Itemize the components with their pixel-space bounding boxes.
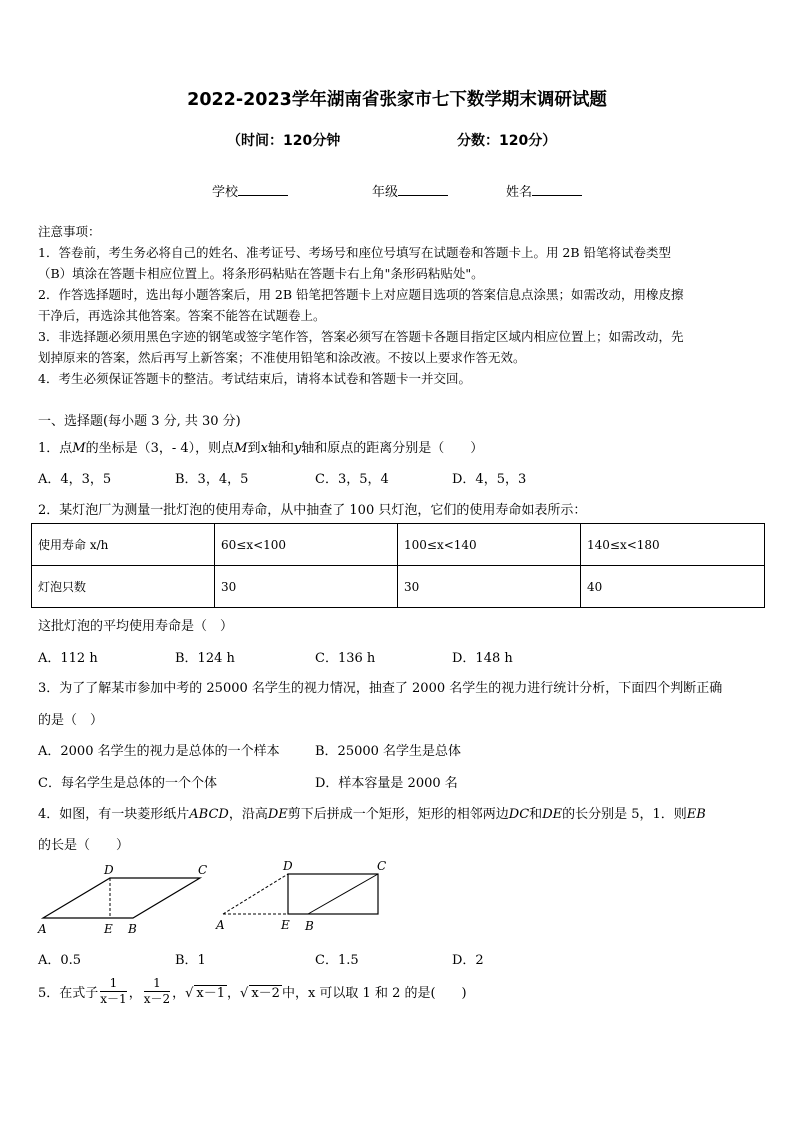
fig-label: A <box>38 922 47 936</box>
table-cell: 30 <box>398 566 581 608</box>
question-4-line1: 4．如图，有一块菱形纸片ABCD，沿高DE剪下后拼成一个矩形，矩形的相邻两边DC和DE的长分别是 5，1．则EB <box>38 807 706 822</box>
fraction-2: $\frac{1}{x-2}$ <box>143 976 171 1006</box>
moved-edge <box>223 874 288 914</box>
question-3-line2: 的是（ ） <box>38 713 104 728</box>
table-cell: 60≤x<100 <box>215 524 398 566</box>
rect-diagonal <box>308 874 378 914</box>
sqrt-1: √ x－1 <box>185 986 226 1001</box>
rhombus-figure <box>30 858 400 938</box>
fig-label: E <box>281 918 290 932</box>
q2-option-b[interactable]: B．124 h <box>175 651 235 666</box>
question-4-line2: 的长是（ ） <box>38 838 130 853</box>
sqrt-2: √ x－2 <box>240 986 280 1001</box>
fig-label: C <box>198 863 208 877</box>
q3-option-d[interactable]: D．样本容量是 2000 名 <box>315 776 458 791</box>
q2-option-d[interactable]: D．148 h <box>452 651 513 666</box>
table-cell: 使用寿命 x/h <box>32 524 215 566</box>
table-cell: 100≤x<140 <box>398 524 581 566</box>
q4-option-a[interactable]: A．0.5 <box>38 953 82 968</box>
q3-option-a[interactable]: A．2000 名学生的视力是总体的一个样本 <box>38 744 280 759</box>
grade-label: 年级 <box>372 185 399 200</box>
q3-option-c[interactable]: C．每名学生是总体的一个个体 <box>38 776 217 791</box>
note-line: 划掉原来的答案，然后再写上新答案；不准使用铅笔和涂改液。不按以上要求作答无效。 <box>38 350 526 365</box>
note-line: （B）填涂在答题卡相应位置上。将条形码粘贴在答题卡右上角"条形码粘贴处"。 <box>38 266 484 281</box>
notes-heading: 注意事项： <box>38 224 101 239</box>
note-line: 2．作答选择题时，选出每小题答案后，用 2B 铅笔把答题卡上对应题目选项的答案信息点涂黑；如需改动，用橡皮擦 <box>38 287 684 302</box>
note-line: 4．考生必须保证答题卡的整洁。考试结束后，请将本试卷和答题卡一并交回。 <box>38 371 471 386</box>
grade-field[interactable] <box>372 181 448 200</box>
table-cell: 140≤x<180 <box>581 524 765 566</box>
q1-option-d[interactable]: D．4，5，3 <box>452 472 527 487</box>
q2-option-c[interactable]: C．136 h <box>315 651 376 666</box>
fraction-1: $\frac{1}{x-1}$ <box>100 976 127 1006</box>
q1-option-a[interactable]: A．4，3，5 <box>38 472 112 487</box>
q4-option-b[interactable]: B．1 <box>175 953 206 968</box>
name-field[interactable] <box>506 181 582 200</box>
name-label: 姓名 <box>506 185 533 200</box>
rhombus-shape <box>43 878 200 918</box>
table-cell: 40 <box>581 566 765 608</box>
section-title: 一、选择题(每小题 3 分, 共 30 分) <box>38 414 241 429</box>
fig-label: C <box>377 859 387 873</box>
question-2-after: 这批灯泡的平均使用寿命是（ ） <box>38 619 234 634</box>
q4-option-c[interactable]: C．1.5 <box>315 953 359 968</box>
table-row <box>32 566 765 608</box>
note-line: 1．答卷前，考生务必将自己的姓名、准考证号、考场号和座位号填写在试题卷和答题卡上。用 2B 铅笔将试卷类型 <box>38 245 672 260</box>
lifetime-table <box>31 523 765 608</box>
fig-label: D <box>283 859 293 873</box>
table-cell: 灯泡只数 <box>32 566 215 608</box>
question-2-stem: 2．某灯泡厂为测量一批灯泡的使用寿命，从中抽查了 100 只灯泡，它们的使用寿命如表所示： <box>38 503 587 518</box>
question-5: 5．在式子 $\frac{1}{x-1}$ ， $\frac{1}{x-2}$ ， √ x－1 ， √ x－2 中，x 可以取 1 和 2 的是( ) <box>38 976 467 1006</box>
fig-label: B <box>128 922 137 936</box>
exam-score: 分数：120分） <box>457 133 557 149</box>
school-label: 学校 <box>212 185 239 200</box>
page-title: 2022-2023学年湖南省张家市七下数学期末调研试题 <box>187 90 607 110</box>
fig-label: E <box>104 922 113 936</box>
q3-option-b[interactable]: B．25000 名学生是总体 <box>315 744 462 759</box>
question-1: 1．点M的坐标是（3，- 4），则点M到x轴和y轴和原点的距离分别是（ ） <box>38 441 484 456</box>
q4-option-d[interactable]: D．2 <box>452 953 484 968</box>
q1-option-b[interactable]: B．3，4，5 <box>175 472 249 487</box>
table-cell: 30 <box>215 566 398 608</box>
exam-time: （时间：120分钟 <box>227 133 341 149</box>
q2-option-a[interactable]: A．112 h <box>38 651 98 666</box>
fig-label: B <box>305 919 314 933</box>
question-3-line1: 3．为了了解某市参加中考的 25000 名学生的视力情况，抽查了 2000 名学生的视力进行统计分析，下面四个判断正确 <box>38 681 723 696</box>
note-line: 3．非选择题必须用黑色字迹的钢笔或签字笔作答，答案必须写在答题卡各题目指定区域内相应位置上；如需改动，先 <box>38 329 684 344</box>
fig-label: A <box>216 918 225 932</box>
school-field[interactable] <box>212 181 288 200</box>
q1-option-c[interactable]: C．3，5，4 <box>315 472 389 487</box>
fig-label: D <box>104 863 114 877</box>
note-line: 干净后，再选涂其他答案。答案不能答在试题卷上。 <box>38 308 326 323</box>
table-row <box>32 524 765 566</box>
rectangle-shape <box>288 874 378 914</box>
